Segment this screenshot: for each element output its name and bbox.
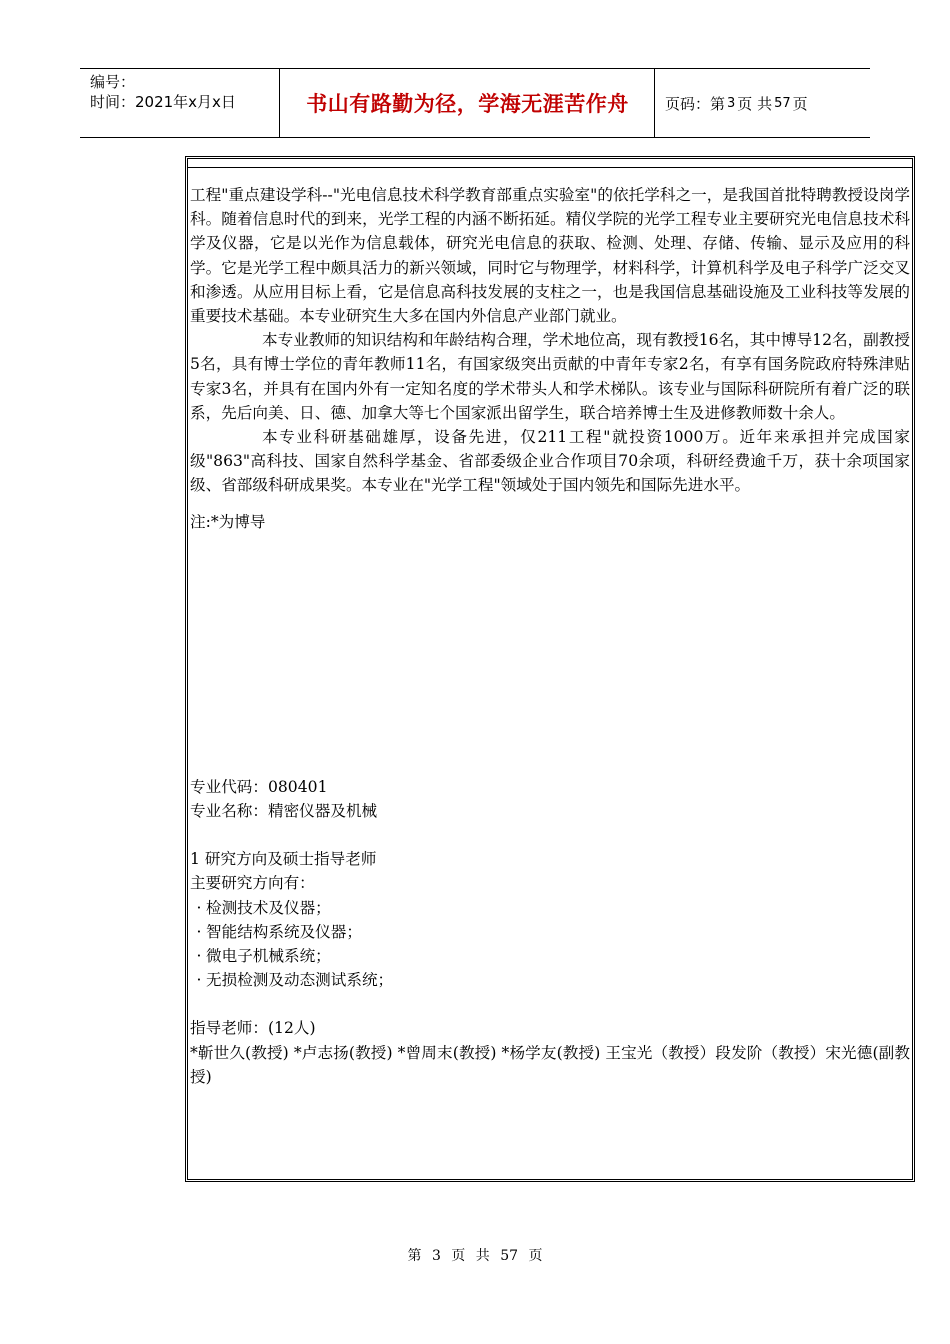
bullet-glyph: · bbox=[196, 922, 202, 941]
list-item bbox=[190, 920, 910, 944]
list-item bbox=[190, 944, 910, 968]
blank-line bbox=[190, 823, 910, 847]
page-prefix: 页码：第 bbox=[665, 94, 726, 113]
list-item bbox=[190, 968, 910, 992]
advisors-list: *靳世久(教授) *卢志扬(教授) *曾周末(教授) *杨学友(教授) 王宝光（教授）段发阶（教授）宋光德(副教授) bbox=[190, 1043, 910, 1086]
bullet-glyph: · bbox=[196, 898, 202, 917]
page-suffix: 页 bbox=[792, 94, 808, 113]
page-header bbox=[80, 68, 870, 138]
major-code: 专业代码：080401 bbox=[190, 777, 328, 796]
paragraph-optical-engineering: 工程"重点建设学科--"光电信息技术科学教育部重点实验室"的依托学科之一，是我国首批特聘教授设岗学科。随着信息时代的到来，光学工程的内涵不断拓延。精仪学院的光学工程专业主要研究光电信息技术科学及仪器，它是以光作为信息载体，研究光电信息的获取、检测、处理、存储、传输、显示及应用的科学。它是光学工程中颇具活力的新兴领域，同时它与物理学，材料科学，计算机科学及电子科学广泛交叉和渗透。从应用目标上看，它是信息高科技发展的支柱之一，也是我国信息基础设施及工业科技等发展的重要技术基础。本专业研究生大多在国内外信息产业部门就业。 bbox=[190, 186, 910, 326]
header-page-number bbox=[655, 69, 870, 137]
page-footer: 第 3 页 共 57 页 bbox=[407, 1248, 543, 1264]
direction-label: 智能结构系统及仪器； bbox=[206, 922, 362, 941]
frame-top-rule bbox=[188, 167, 912, 168]
paragraph-faculty: 本专业教师的知识结构和年龄结构合理，学术地位高，现有教授16名，其中博导12名，副教授5名，具有博士学位的青年教师11名，有国家级突出贡献的中青年专家2名，有享有国务院政府特殊津贴专家3名，并具有在国内外有一定知名度的学术带头人和学术梯队。该专业与国际科研院所有着广泛的联系，先后向美、日、德、加拿大等七个国家派出留学生，联合培养博士生及进修教师数十余人。 bbox=[190, 331, 910, 422]
direction-label: 无损检测及动态测试系统； bbox=[206, 971, 394, 990]
time-label: 时间：2021年x月x日 bbox=[90, 93, 236, 111]
document-body bbox=[190, 183, 910, 1089]
advisors-title: 指导老师：(12人) bbox=[190, 1019, 316, 1038]
direction-label: 微电子机械系统； bbox=[206, 947, 331, 966]
page-current: 3 bbox=[727, 95, 736, 111]
header-meta bbox=[80, 69, 280, 137]
direction-label: 检测技术及仪器； bbox=[206, 898, 331, 917]
section-title: 1 研究方向及硕士指导老师 bbox=[190, 850, 377, 869]
page-mid: 页 共 bbox=[737, 94, 773, 113]
blank-space bbox=[190, 534, 910, 775]
bullet-glyph: · bbox=[196, 971, 202, 990]
major-name: 专业名称：精密仪器及机械 bbox=[190, 802, 378, 821]
serial-label: 编号： bbox=[90, 73, 136, 91]
bullet-glyph: · bbox=[196, 947, 202, 966]
list-item bbox=[190, 896, 910, 920]
note-doctoral-supervisor: 注:*为博导 bbox=[190, 512, 266, 531]
paragraph-research: 本专业科研基础雄厚，设备先进，仅211工程"就投资1000万。近年来承担并完成国家级"863"高科技、国家自然科学基金、省部委级企业合作项目70余项，科研经费逾千万，获十余项国家级、省部级科研成果奖。本专业在"光学工程"领域处于国内领先和国际先进水平。 bbox=[190, 428, 910, 495]
page-total: 57 bbox=[774, 95, 791, 111]
header-motto: 书山有路勤为径，学海无涯苦作舟 bbox=[281, 69, 655, 137]
directions-intro: 主要研究方向有： bbox=[190, 874, 315, 893]
blank-line bbox=[190, 992, 910, 1016]
content-frame bbox=[185, 156, 915, 1182]
